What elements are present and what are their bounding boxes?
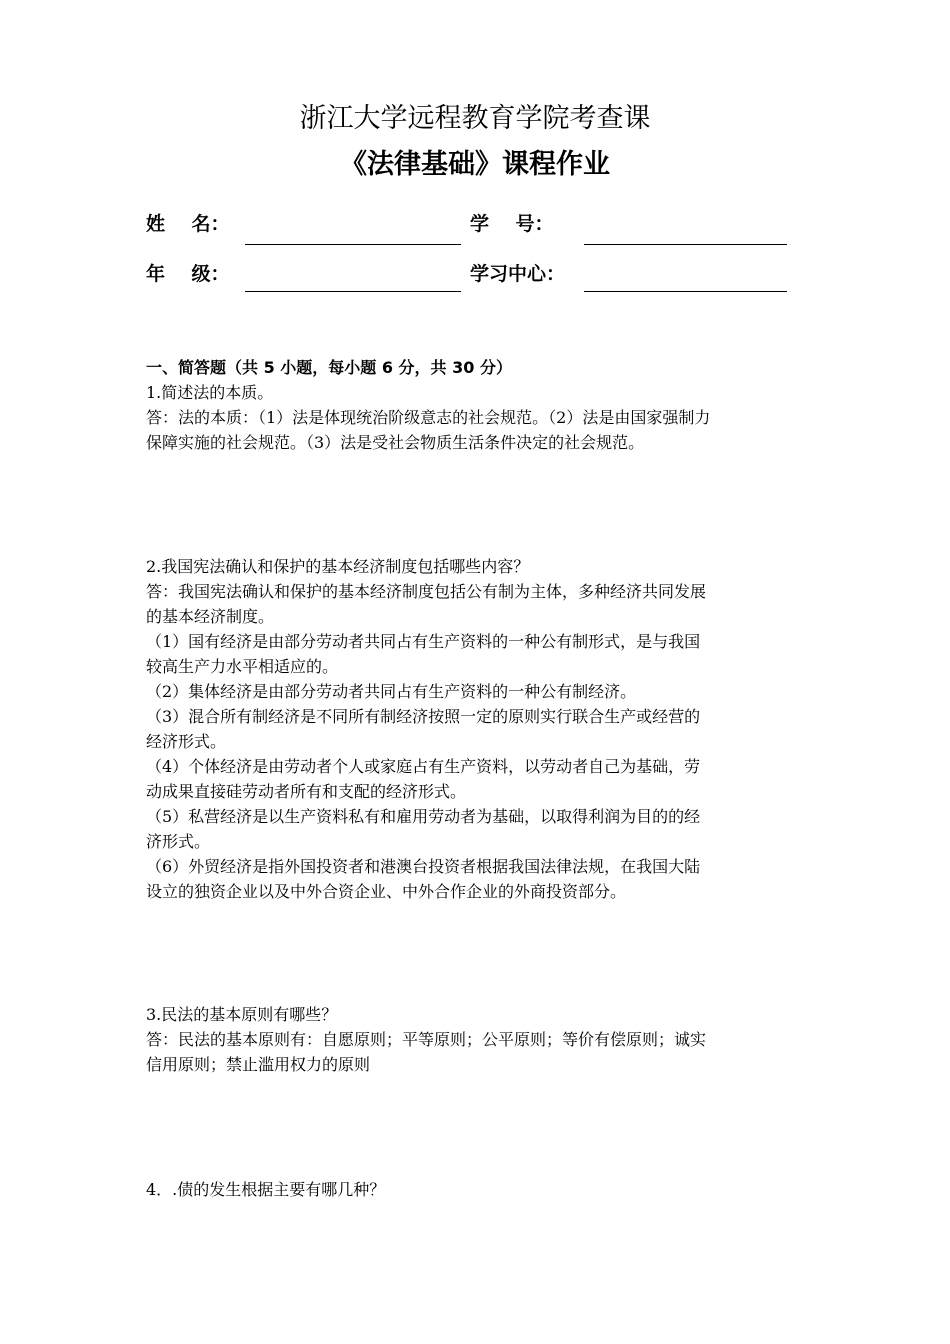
question-4 — [146, 1177, 822, 1202]
answer-line: 济形式。 — [146, 832, 211, 851]
course-title: 《法律基础》课程作业 — [340, 149, 610, 180]
document-title: 浙江大学远程教育学院考查课 — [299, 103, 651, 134]
answer-line: 信用原则；禁止滥用权力的原则 — [146, 1055, 371, 1074]
answer-line: （1）国有经济是由部分劳动者共同占有生产资料的一种公有制形式，是与我国 — [146, 632, 701, 651]
answer-line: 保障实施的社会规范。（3）法是受社会物质生活条件决定的社会规范。 — [146, 433, 645, 452]
answer-line: 答：我国宪法确认和保护的基本经济制度包括公有制为主体，多种经济共同发展 — [146, 582, 707, 601]
question-line: 3.民法的基本原则有哪些？ — [146, 1005, 338, 1024]
answer-line: （2）集体经济是由部分劳动者共同占有生产资料的一种公有制经济。 — [146, 682, 637, 701]
answer-line: 动成果直接硅劳动者所有和支配的经济形式。 — [146, 782, 467, 801]
grade-field-line[interactable] — [245, 291, 461, 292]
answer-line: 设立的独资企业以及中外合资企业、中外合作企业的外商投资部分。 — [146, 882, 627, 901]
question-line: 2.我国宪法确认和保护的基本经济制度包括哪些内容？ — [146, 557, 530, 576]
name-label: 姓 名： — [146, 213, 230, 235]
answer-line: 经济形式。 — [146, 732, 227, 751]
question-1 — [146, 380, 822, 455]
study-center-field-line[interactable] — [584, 291, 787, 292]
answer-line: 的基本经济制度。 — [146, 607, 275, 626]
answer-line: （4）个体经济是由劳动者个人或家庭占有生产资料，以劳动者自己为基础，劳 — [146, 757, 701, 776]
answer-line: 答：民法的基本原则有：自愿原则；平等原则；公平原则；等价有偿原则；诚实 — [146, 1030, 707, 1049]
question-2 — [146, 554, 822, 904]
student-id-label: 学 号： — [470, 213, 554, 235]
section-heading: 一、简答题（共 5 小题，每小题 6 分，共 30 分） — [146, 358, 512, 377]
answer-line: （5）私营经济是以生产资料私有和雇用劳动者为基础，以取得利润为目的的经 — [146, 807, 701, 826]
question-line: 4．.债的发生根据主要有哪几种？ — [146, 1180, 386, 1199]
study-center-label: 学习中心： — [470, 263, 566, 285]
answer-line: 较高生产力水平相适应的。 — [146, 657, 339, 676]
grade-label: 年 级： — [146, 263, 230, 285]
student-id-field-line[interactable] — [584, 244, 787, 245]
name-field-line[interactable] — [245, 244, 461, 245]
question-line: 1.简述法的本质。 — [146, 383, 274, 402]
question-3 — [146, 1002, 822, 1077]
answer-line: （6）外贸经济是指外国投资者和港澳台投资者根据我国法律法规，在我国大陆 — [146, 857, 701, 876]
answer-line: （3）混合所有制经济是不同所有制经济按照一定的原则实行联合生产或经营的 — [146, 707, 701, 726]
answer-line: 答：法的本质：（1）法是体现统治阶级意志的社会规范。（2）法是由国家强制力 — [146, 408, 711, 427]
